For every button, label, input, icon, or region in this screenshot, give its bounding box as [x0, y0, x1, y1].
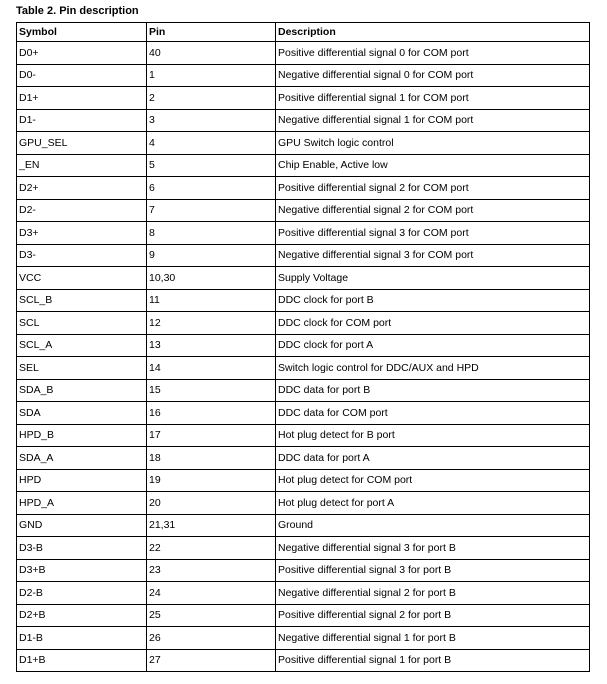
description-cell: Positive differential signal 3 for COM port [276, 222, 590, 245]
description-cell: Positive differential signal 1 for COM port [276, 87, 590, 110]
pin-cell: 14 [147, 357, 276, 380]
table-row [17, 492, 590, 515]
table-row [17, 469, 590, 492]
description-cell: DDC data for COM port [276, 402, 590, 425]
description-cell: Negative differential signal 1 for port B [276, 627, 590, 650]
table-row [17, 559, 590, 582]
pin-cell: 26 [147, 627, 276, 650]
description-cell: Negative differential signal 3 for port B [276, 537, 590, 560]
pin-cell: 25 [147, 604, 276, 627]
description-cell: DDC clock for port B [276, 289, 590, 312]
pin-cell: 22 [147, 537, 276, 560]
symbol-cell: D1+B [17, 649, 147, 672]
symbol-cell: D3- [17, 244, 147, 267]
pin-description-table [16, 22, 590, 672]
symbol-cell: GPU_SEL [17, 132, 147, 155]
table-row [17, 289, 590, 312]
symbol-cell: SCL [17, 312, 147, 335]
symbol-cell: D2-B [17, 582, 147, 605]
pin-cell: 1 [147, 64, 276, 87]
symbol-cell: HPD_B [17, 424, 147, 447]
pin-cell: 16 [147, 402, 276, 425]
table-row [17, 627, 590, 650]
pin-cell: 19 [147, 469, 276, 492]
symbol-cell: VCC [17, 267, 147, 290]
description-cell: Hot plug detect for COM port [276, 469, 590, 492]
table-row [17, 244, 590, 267]
pin-cell: 24 [147, 582, 276, 605]
pin-cell: 40 [147, 42, 276, 65]
description-cell: DDC clock for port A [276, 334, 590, 357]
description-cell: Supply Voltage [276, 267, 590, 290]
symbol-cell: SDA_A [17, 447, 147, 470]
symbol-cell: D2+B [17, 604, 147, 627]
column-header-pin: Pin [147, 23, 276, 42]
symbol-cell: D3-B [17, 537, 147, 560]
column-header-symbol: Symbol [17, 23, 147, 42]
description-cell: DDC data for port B [276, 379, 590, 402]
table-row [17, 42, 590, 65]
description-cell: Hot plug detect for B port [276, 424, 590, 447]
symbol-cell: D1- [17, 109, 147, 132]
pin-cell: 11 [147, 289, 276, 312]
pin-cell: 18 [147, 447, 276, 470]
table-row [17, 87, 590, 110]
table-row [17, 177, 590, 200]
table-row [17, 222, 590, 245]
symbol-cell: SDA [17, 402, 147, 425]
table-header [17, 23, 590, 42]
table-row [17, 649, 590, 672]
description-cell: Switch logic control for DDC/AUX and HPD [276, 357, 590, 380]
column-header-description: Description [276, 23, 590, 42]
symbol-cell: SDA_B [17, 379, 147, 402]
table-row [17, 267, 590, 290]
description-cell: Positive differential signal 2 for port B [276, 604, 590, 627]
pin-cell: 5 [147, 154, 276, 177]
symbol-cell: SEL [17, 357, 147, 380]
table-row [17, 312, 590, 335]
pin-cell: 23 [147, 559, 276, 582]
symbol-cell: SCL_B [17, 289, 147, 312]
description-cell: Positive differential signal 2 for COM port [276, 177, 590, 200]
symbol-cell: D3+ [17, 222, 147, 245]
description-cell: Chip Enable, Active low [276, 154, 590, 177]
table-row [17, 379, 590, 402]
table-row [17, 604, 590, 627]
table-caption: Table 2. Pin description [16, 5, 139, 17]
description-cell: DDC clock for COM port [276, 312, 590, 335]
pin-cell: 20 [147, 492, 276, 515]
pin-cell: 7 [147, 199, 276, 222]
description-cell: Positive differential signal 1 for port B [276, 649, 590, 672]
symbol-cell: D3+B [17, 559, 147, 582]
symbol-cell: HPD_A [17, 492, 147, 515]
symbol-cell: D1+ [17, 87, 147, 110]
table-row [17, 334, 590, 357]
table-row [17, 447, 590, 470]
table-row [17, 357, 590, 380]
pin-cell: 2 [147, 87, 276, 110]
pin-cell: 8 [147, 222, 276, 245]
table-row [17, 64, 590, 87]
pin-cell: 4 [147, 132, 276, 155]
header-row [17, 23, 590, 42]
description-cell: Negative differential signal 3 for COM port [276, 244, 590, 267]
pin-cell: 12 [147, 312, 276, 335]
table-row [17, 109, 590, 132]
pin-cell: 21,31 [147, 514, 276, 537]
description-cell: GPU Switch logic control [276, 132, 590, 155]
table-row [17, 582, 590, 605]
symbol-cell: D0- [17, 64, 147, 87]
pin-cell: 6 [147, 177, 276, 200]
description-cell: Negative differential signal 2 for port B [276, 582, 590, 605]
symbol-cell: _EN [17, 154, 147, 177]
symbol-cell: SCL_A [17, 334, 147, 357]
description-cell: Negative differential signal 2 for COM port [276, 199, 590, 222]
pin-cell: 3 [147, 109, 276, 132]
description-cell: Positive differential signal 3 for port B [276, 559, 590, 582]
description-cell: DDC data for port A [276, 447, 590, 470]
pin-cell: 9 [147, 244, 276, 267]
description-cell: Positive differential signal 0 for COM port [276, 42, 590, 65]
description-cell: Ground [276, 514, 590, 537]
table-row [17, 514, 590, 537]
pin-cell: 17 [147, 424, 276, 447]
table-row [17, 132, 590, 155]
symbol-cell: HPD [17, 469, 147, 492]
description-cell: Hot plug detect for port A [276, 492, 590, 515]
table-row [17, 424, 590, 447]
description-cell: Negative differential signal 0 for COM port [276, 64, 590, 87]
pin-cell: 15 [147, 379, 276, 402]
table-row [17, 402, 590, 425]
table-row [17, 199, 590, 222]
table-row [17, 537, 590, 560]
pin-cell: 27 [147, 649, 276, 672]
symbol-cell: D2+ [17, 177, 147, 200]
symbol-cell: D1-B [17, 627, 147, 650]
pin-cell: 10,30 [147, 267, 276, 290]
table-body [17, 42, 590, 672]
symbol-cell: D0+ [17, 42, 147, 65]
symbol-cell: GND [17, 514, 147, 537]
table-row [17, 154, 590, 177]
pin-cell: 13 [147, 334, 276, 357]
symbol-cell: D2- [17, 199, 147, 222]
description-cell: Negative differential signal 1 for COM port [276, 109, 590, 132]
